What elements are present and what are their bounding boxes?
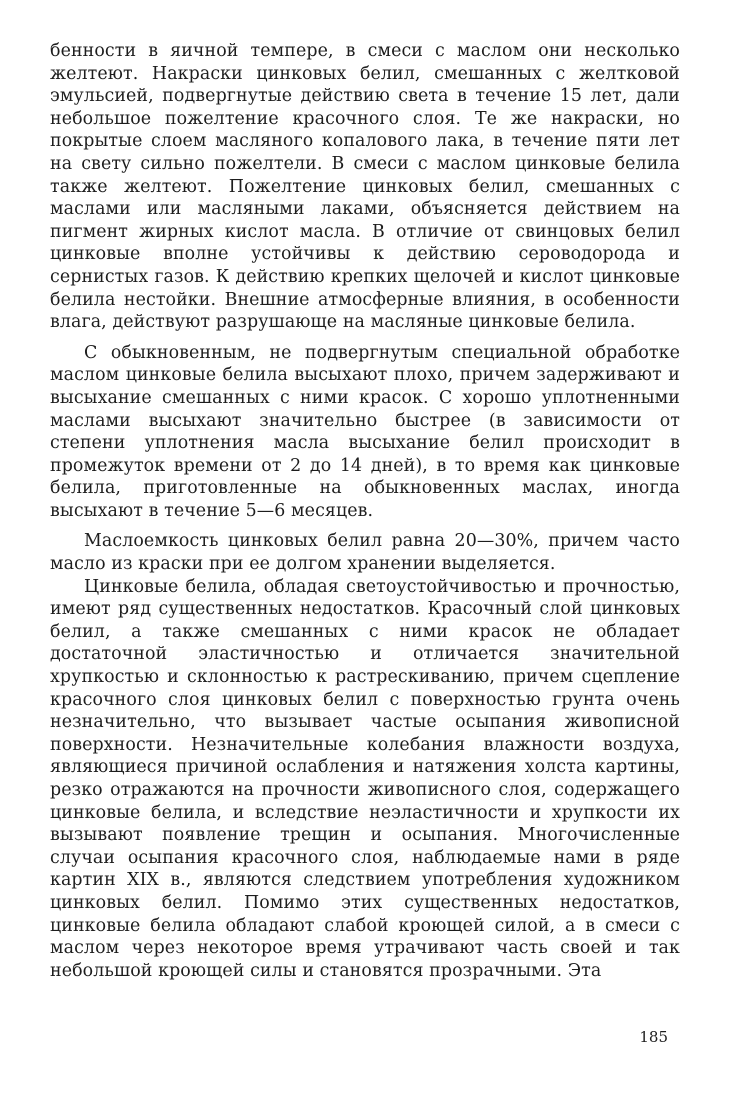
page-number: 185 (639, 1028, 668, 1046)
paragraph-oil-absorption: Маслоемкость цинковых белил равна 20—30%, причем часто масло из краски при ее долгом хранении выделяется. (50, 531, 680, 575)
paragraph-drying: С обыкновенным, не подвергнутым специальной обработке маслом цинковые белила высыхают плохо, причем задерживают и высыхание смешанных с ними красок. С хорошо уплотненными маслами высыхают значительно быстрее (в зависимости от степени уплотнения масла высыхание белил происходит в промежуток времени от 2 до 14 дней), в то время как цинковые белила, приготовленные на обыкновенных маслах, иногда высыхают в течение 5—6 месяцев. (50, 342, 680, 521)
paragraph-continuation: бенности в яичной темпере, в смеси с маслом они несколько желтеют. Накраски цинковых белил, смешанных с желтковой эмульсией, подвергнутые действию света в течение 15 лет, дали небольшое пожелтение красочного слоя. Те же накраски, но покрытые слоем масляного копалового лака, в течение пяти лет на свету сильно пожелтели. В смеси с маслом цинковые белила также желтеют. Пожелтение цинковых белил, смешанных с маслами или масляными лаками, объясняется действием на пигмент жирных кислот масла. В отличие от свинцовых белил цинковые вполне устойчивы к действию сероводорода и сернистых газов. К действию крепких щелочей и кислот цинковые белила нестойки. Внешние атмосферные влияния, в особенности влага, действуют разрушающе на масляные цинковые белила. (50, 41, 680, 333)
paragraph-drawbacks: Цинковые белила, обладая светоустойчивостью и прочностью, имеют ряд существенных недостатков. Красочный слой цинковых белил, а также смешанных с ними красок не обладает достаточной эластичностью и отличается значительной хрупкостью и склонностью к растрескиванию, причем сцепление красочного слоя цинковых белил с поверхностью грунта очень незначительно, что вызывает частые осыпания живописной поверхности. Незначительные колебания влажности воздуха, являющиеся причиной ослабления и натяжения холста картины, резко отражаются на прочности живописного слоя, содержащего цинковые белила, и вследствие неэластичности и хрупкости их вызывают появление трещин и осыпания. Многочисленные случаи осыпания красочного слоя, наблюдаемые нами в ряде картин XIX в., являются следствием употребления художником цинковых белил. Помимо этих существенных недостатков, цинковые белила обладают слабой кроющей силой, а в смеси с маслом через некоторое время утрачивают часть своей и так небольшой кроющей силы и становятся прозрачными. Эта (50, 576, 680, 981)
page-text (50, 40, 680, 982)
